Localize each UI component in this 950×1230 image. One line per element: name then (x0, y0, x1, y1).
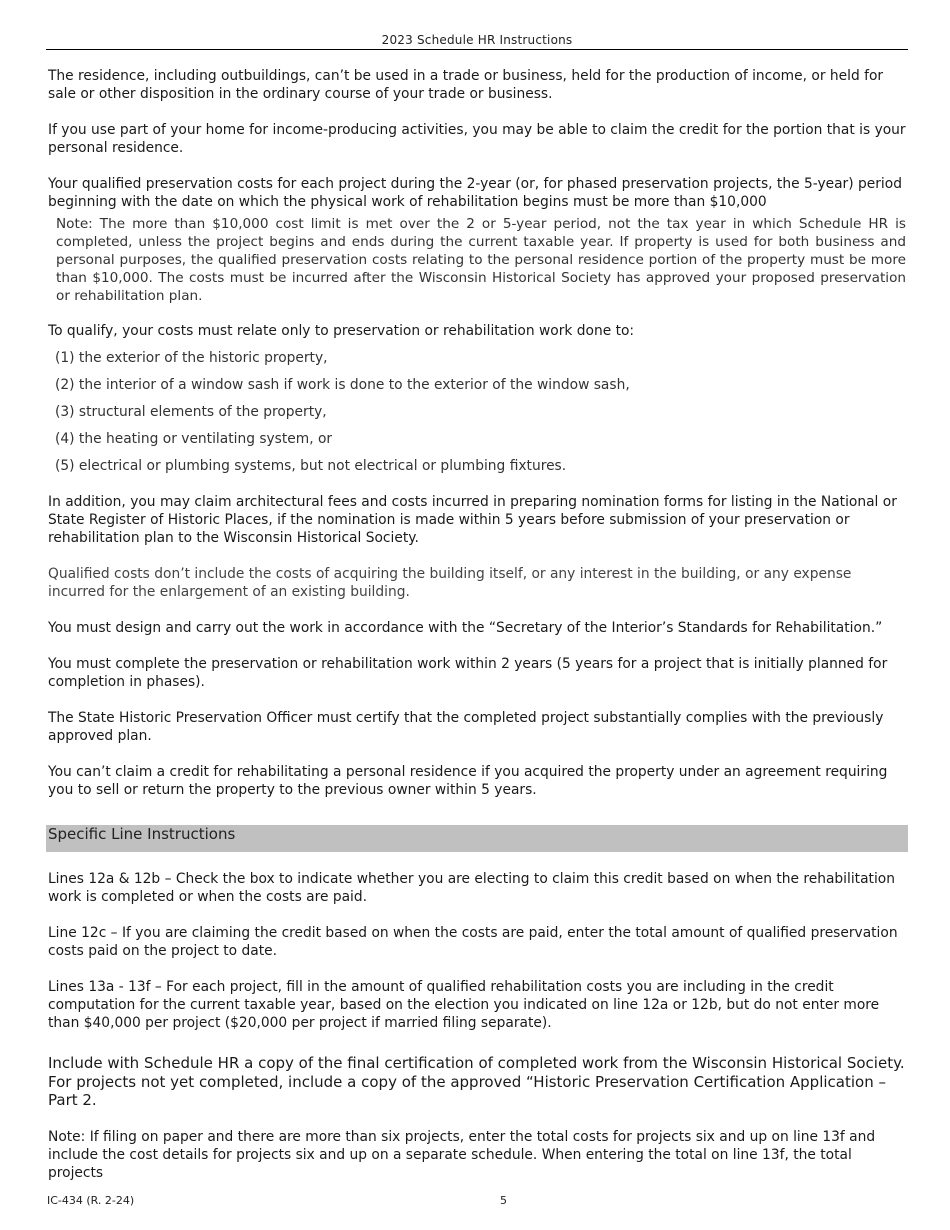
note-more-projects: Note: If filing on paper and there are more than six projects, enter the total costs for projects six and up on line 13f and include the cost details for projects six and up on a separate schedule. When entering the total on line 13f, the total projects (48, 1128, 876, 1181)
page-header: 2023 Schedule HR Instructions (381, 33, 573, 47)
paragraph-design-standards: You must design and carry out the work in accordance with the “Secretary of the Interior’s Standards for Rehabilitation.” (48, 620, 883, 636)
paragraph-completion: You must complete the preservation or rehabilitation work within 2 years (5 years for a project that is initially planned for completion in phases). (48, 656, 888, 690)
paragraph-home-use: If you use part of your home for income-producing activities, you may be able to claim the credit for the portion that is your personal residence. (48, 122, 906, 156)
list-item: (3) structural elements of the property, (55, 404, 327, 420)
page-number: 5 (500, 1194, 507, 1207)
paragraph-residence: The residence, including outbuildings, can’t be used in a trade or business, held for the production of income, or held for sale or other disposition in the ordinary course of your trade or business. (48, 68, 884, 102)
paragraph-architectural-fees: In addition, you may claim architectural fees and costs incurred in preparing nomination forms for listing in the National or State Register of Historic Places, if the nomination is made within 5 years before submission of your preservation or rehabilitation plan to the Wisconsin Historical Society. (48, 494, 897, 546)
note-cost-limit: Note: The more than $10,000 cost limit is met over the 2 or 5-year period, not the tax year in which Schedule HR is completed, unless the project begins and ends during the current taxable year. If property is used for both business and personal purposes, the qualified preservation costs relating to the personal residence portion of the property must be more than $10,000. The costs must be incurred after the Wisconsin Historical Society has approved your proposed preservation or rehabilitation plan. (56, 216, 906, 304)
instruction-lines-12a-12b: Lines 12a & 12b – Check the box to indicate whether you are electing to claim this credit based on when the rehabilitation work is completed or when the costs are paid. (48, 871, 895, 905)
qualify-list (55, 349, 906, 475)
list-item: (2) the interior of a window sash if work is done to the exterior of the window sash, (55, 377, 630, 393)
list-item: (1) the exterior of the historic property, (55, 350, 328, 366)
paragraph-qualify-intro: To qualify, your costs must relate only to preservation or rehabilitation work done to: (48, 323, 635, 339)
list-item: (4) the heating or ventilating system, or (55, 431, 333, 447)
form-id: IC-434 (R. 2-24) (47, 1194, 135, 1207)
instruction-line-12c: Line 12c – If you are claiming the credit based on when the costs are paid, enter the total amount of qualified preservation costs paid on the project to date. (48, 925, 898, 959)
section-header-specific-lines: Specific Line Instructions (46, 825, 908, 852)
line-instructions (48, 870, 906, 1182)
include-certification: Include with Schedule HR a copy of the final certification of completed work from the Wisconsin Historical Society. For projects not yet completed, include a copy of the approved “Historic Preservation Certification Application – Part 2. (48, 1054, 905, 1109)
list-item: (5) electrical or plumbing systems, but not electrical or plumbing fixtures. (55, 458, 567, 474)
page-content (48, 67, 906, 1200)
instruction-lines-13a-13f: Lines 13a - 13f – For each project, fill in the amount of qualified rehabilitation costs you are including in the credit computation for the current taxable year, based on the election you indicated on line 12a or 12b, but do not enter more than $40,000 per project ($20,000 per project if married filing separate). (48, 979, 880, 1031)
paragraph-qualified-costs: Qualified costs don’t include the costs of acquiring the building itself, or any interest in the building, or any expense incurred for the enlargement of an existing building. (48, 566, 852, 600)
paragraph-certification: The State Historic Preservation Officer must certify that the completed project substantially complies with the previously approved plan. (48, 710, 884, 744)
paragraph-cost-threshold: Your qualified preservation costs for each project during the 2-year (or, for phased preservation projects, the 5-year) period beginning with the date on which the physical work of rehabilitation begins must be more than $10,000 (48, 176, 902, 210)
paragraph-acquisition: You can’t claim a credit for rehabilitating a personal residence if you acquired the property under an agreement requiring you to sell or return the property to the previous owner within 5 years. (48, 764, 888, 798)
header-rule (46, 49, 908, 50)
